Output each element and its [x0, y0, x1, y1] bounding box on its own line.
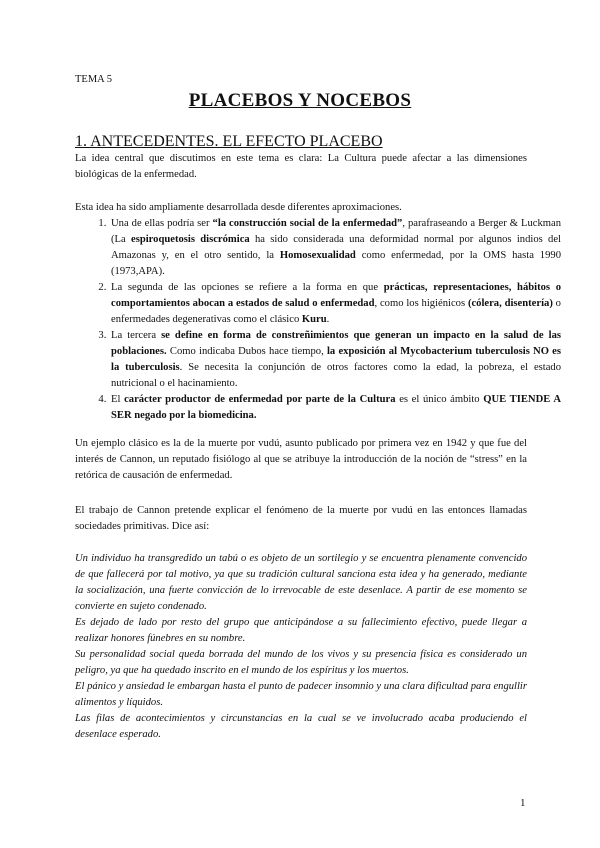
list-item	[109, 392, 561, 424]
quote-paragraph: Su personalidad social queda borrada del mundo de los vivos y su presencia física es considerado un peligro, ya que ha quedado inscrito en el mundo de los espíritus y los muertos.	[75, 649, 527, 676]
item2-bold-d: (cólera, disentería)	[467, 298, 553, 309]
voodoo-paragraph	[75, 436, 527, 484]
item2-text-c: , como los higiénicos	[374, 298, 468, 309]
item3-text-c: Como indicaba Dubos hace tiempo,	[166, 346, 327, 357]
item4-text-a: El	[111, 394, 125, 405]
item1-text-a: Una de ellas podría ser	[111, 218, 213, 229]
item4-bold-b: carácter productor de enfermedad por parte de la Cultura	[124, 394, 396, 405]
list-item	[109, 216, 561, 280]
item2-text-g: .	[326, 314, 330, 325]
item4-bold-d: QUE TIENDE A SER negado por la biomedicina.	[111, 394, 562, 421]
item2-text-a: La segunda de las opciones se refiere a la forma en que	[111, 282, 384, 293]
item1-bold-d: espiroquetosis discrómica	[131, 234, 250, 245]
item1-text-c: , parafraseando a Berger & Luckman (La	[111, 218, 561, 245]
cannon-text: El trabajo de Cannon pretende explicar el fenómeno de la muerte por vudú en las entonces llamadas sociedades primitivas. Dice así:	[75, 505, 527, 532]
quote-paragraph: Un individuo ha transgredido un tabú o es objeto de un sortilegio y se encuentra plenamente convencido de que fallecerá por tal motivo, ya que su tradición cultural sanciona esta idea y ha generado, mediante la socialización, una fuerte convicción de lo irrevocable de este desenlace. A partir de ese momento se convierte en sujeto condenado.	[75, 553, 527, 612]
intro-text: La idea central que discutimos en este tema es clara: La Cultura puede afectar a las dimensiones biológicas de la enfermedad.	[75, 153, 527, 180]
item3-bold-d: la exposición al Mycobacterium tuberculosis NO es la tuberculosis	[111, 346, 562, 373]
page-title: PLACEBOS Y NOCEBOS	[188, 90, 412, 111]
item2-text-e: o enfermedades degenerativas como el clásico	[111, 298, 561, 325]
approaches-intro-text: Esta idea ha sido ampliamente desarrollada desde diferentes aproximaciones.	[75, 202, 402, 213]
list-item	[109, 280, 561, 328]
voodoo-text: Un ejemplo clásico es la de la muerte por vudú, asunto publicado por primera vez en 1942 y que fue del interés de Cannon, un reputado fisiólogo al que se atribuye la introducción de la noción de “stress” en la retórica de causación de enfermedad.	[75, 438, 527, 481]
section-heading: 1. ANTECEDENTES. EL EFECTO PLACEBO	[75, 133, 383, 150]
cannon-paragraph	[75, 503, 527, 535]
quote-paragraph: Las filas de acontecimientos y circunstancias en la cual se ve involucrado acaba produciendo el desenlace esperado.	[75, 713, 527, 740]
item1-text-g: como enfermedad, por la OMS hasta 1990 (1973,APA).	[111, 250, 561, 277]
cannon-quote	[75, 551, 527, 743]
quote-paragraph: El pánico y ansiedad le embargan hasta el punto de padecer insomnio y una clara dificultad para engullir alimentos y líquidos.	[75, 681, 527, 708]
item4-text-c: es el único ámbito	[395, 394, 484, 405]
item2-bold-f: Kuru	[301, 314, 327, 325]
item1-bold-b: “la construcción social de la enfermedad”	[212, 218, 403, 229]
item3-bold-b: se define en forma de constreñimientos que generan un impacto en la salud de las poblaciones.	[111, 330, 561, 357]
item3-text-e: . Se necesita la conjunción de otros factores como la edad, la pobreza, el estado nutricional o el hacinamiento.	[111, 362, 562, 389]
list-item	[109, 328, 561, 392]
topic-label: TEMA 5	[75, 74, 113, 85]
item1-bold-f: Homosexualidad	[279, 250, 356, 261]
item3-text-a: La tercera	[111, 330, 162, 341]
item2-bold-b: prácticas, representaciones, hábitos o comportamientos abocan a estados de salud o enfermedad	[111, 282, 561, 309]
item1-text-e: ha sido considerada una deformidad normal por algunos indios del Amazonas y, en el otro sentido, la	[111, 234, 561, 261]
approaches-list	[75, 216, 561, 424]
intro-paragraph	[75, 151, 527, 183]
approaches-intro-paragraph	[75, 200, 527, 216]
quote-paragraph: Es dejado de lado por resto del grupo que anticipándose a su fallecimiento efectivo, puede llegar a realizar honores fúnebres en su nombre.	[75, 617, 527, 644]
page-number: 1	[520, 797, 526, 809]
